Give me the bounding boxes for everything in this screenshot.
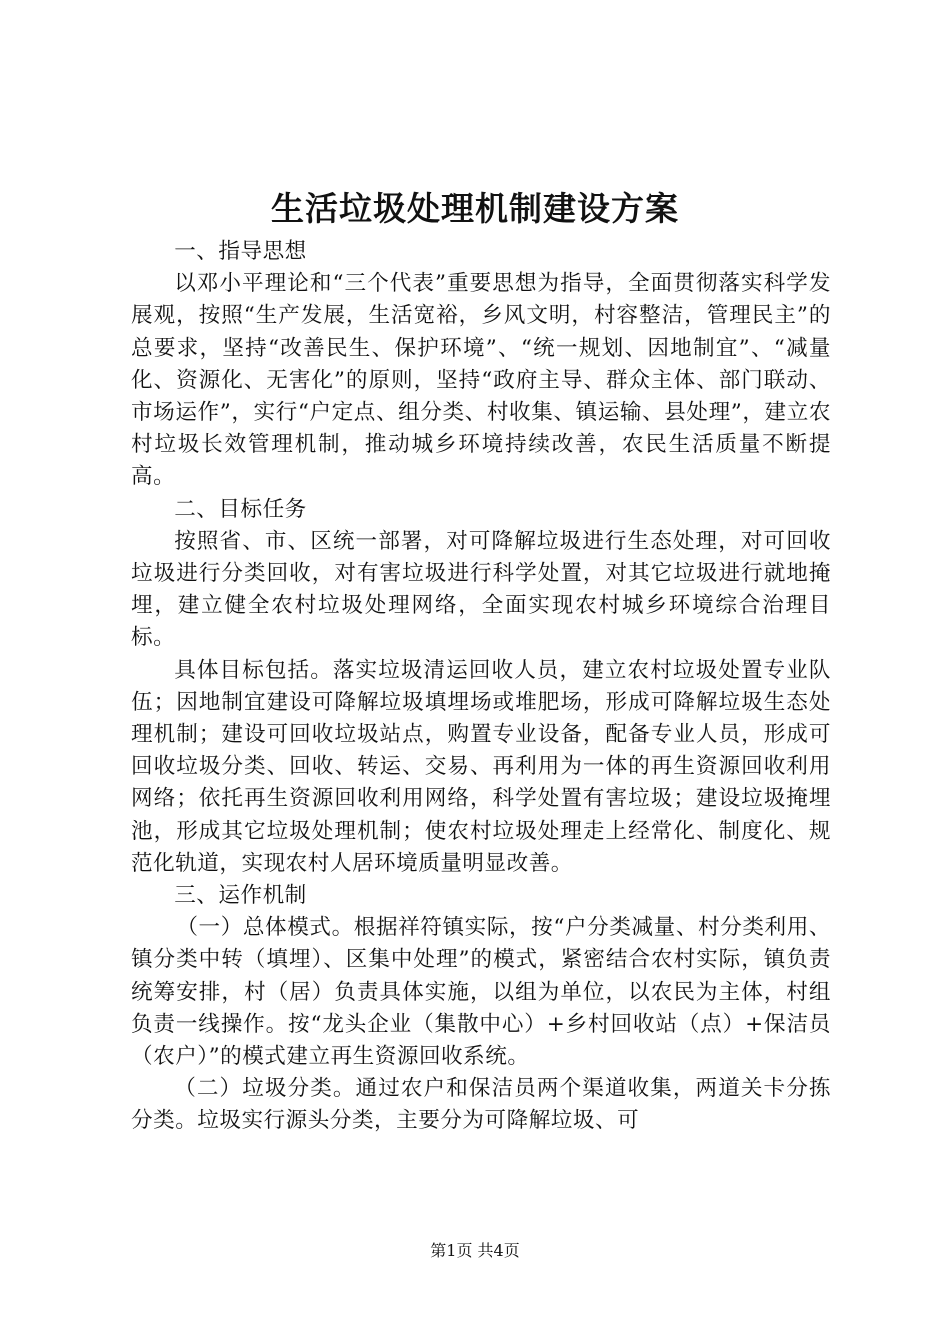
heading-operating-mechanism: 三、运作机制 — [174, 883, 307, 909]
paragraph-guiding-ideology: 以邓小平理论和“三个代表”重要思想为指导，全面贯彻落实科学发展观，按照“生产发展，生活宽裕，乡风文明，村容整洁，管理民主”的总要求，坚持“改善民生、保护环境”、“统一规划、因地制宜”、“减量化、资源化、无害化”的原则，坚持“政府主导、群众主体、部门联动、市场运作”，实行“户定点、组分类、村收集、镇运输、县处理”，建立农村垃圾长效管理机制，推动城乡环境持续改善，农民生活质量不断提高。 — [131, 271, 831, 490]
paragraph-waste-classification: （二）垃圾分类。通过农户和保洁员两个渠道收集，两道关卡分拣分类。垃圾实行源头分类，主要分为可降解垃圾、可 — [131, 1076, 831, 1134]
heading-guiding-ideology: 一、指导思想 — [174, 239, 307, 264]
page-number-footer: 第1页 共4页 — [430, 1241, 520, 1260]
heading-goals-tasks: 二、目标任务 — [174, 496, 307, 522]
paragraph-specific-goals: 具体目标包括。落实垃圾清运回收人员，建立农村垃圾处置专业队伍；因地制宜建设可降解垃圾填埋场或堆肥场，形成可降解垃圾生态处理机制；建设可回收垃圾站点，购置专业设备，配备专业人员，形成可回收垃圾分类、回收、转运、交易、再利用为一体的再生资源回收利用网络；依托再生资源回收利用网络，科学处置有害垃圾；建设垃圾掩埋池，形成其它垃圾处理机制；使农村垃圾处理走上经常化、制度化、规范化轨道，实现农村人居环境质量明显改善。 — [131, 657, 831, 876]
document-title: 生活垃圾处理机制建设方案 — [271, 189, 679, 228]
paragraph-overall-mode: （一）总体模式。根据祥符镇实际，按“户分类减量、村分类利用、镇分类中转（填埋）、区集中处理”的模式，紧密结合农村实际，镇负责统筹安排，村（居）负责具体实施，以组为单位，以农民为主体，村组负责一线操作。按“龙头企业（集散中心）+乡村回收站（点）+保洁员（农户）”的模式建立再生资源回收系统。 — [131, 915, 831, 1070]
paragraph-goals-overview: 按照省、市、区统一部署，对可降解垃圾进行生态处理，对可回收垃圾进行分类回收，对有害垃圾进行科学处置，对其它垃圾进行就地掩埋，建立健全农村垃圾处理网络，全面实现农村城乡环境综合治理目标。 — [131, 528, 831, 651]
document-body — [131, 236, 831, 1138]
